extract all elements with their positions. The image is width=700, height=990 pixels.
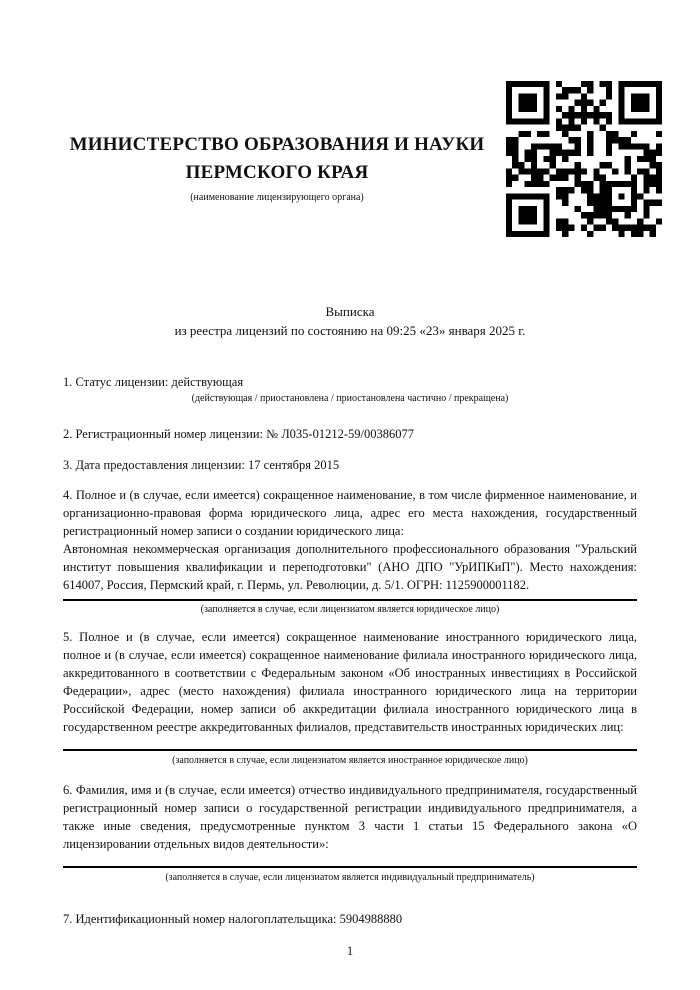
document-body xyxy=(63,302,637,960)
item-registration-number: 2. Регистрационный номер лицензии: № Л035-01212-59/00386077 xyxy=(63,427,414,441)
fill-in-rule-empty xyxy=(63,853,637,868)
foreign-entity-question: 5. Полное и (в случае, если имеется) сокращенное наименование иностранного юридического лица, полное и (в случае, если имеется) сокращенное наименование филиала иностранного юридического лица, аккредитованного в соответствии с Федеральным законом «Об иностранных инвестициях в Российской Федерации», адрес (место нахождения) филиала иностранного юридического лица на территории Российской Федерации, номер записи об аккредитации филиала иностранного юридического лица в государственном реестре аккредитованных филиалов, представительств иностранных юридических лиц: xyxy=(63,630,637,734)
fill-in-rule xyxy=(63,599,637,601)
item-taxpayer-id: 7. Идентификационный номер налогоплательщика: 5904988880 xyxy=(63,912,403,926)
document-title xyxy=(63,302,637,340)
license-status-text: 1. Статус лицензии: действующая xyxy=(63,375,244,389)
authority-name-line1: МИНИСТЕРСТВО ОБРАЗОВАНИЯ И НАУКИ xyxy=(69,134,485,155)
page-number: 1 xyxy=(346,944,354,958)
individual-entrepreneur-question: 6. Фамилия, имя и (в случае, если имеется) отчество индивидуального предпринимателя, государственный регистрационный номер записи о государственной регистрации индивидуального предпринимателя, а также иные сведения, предусмотренные пунктом 3 части 1 статьи 15 Федерального закона «О лицензировании отдельных видов деятельности»: xyxy=(63,783,637,851)
fill-in-rule-empty xyxy=(63,736,637,751)
document-title-line1: Выписка xyxy=(325,304,375,319)
license-status-caption: (действующая / приостановлена / приостановлена частично / прекращена) xyxy=(191,393,509,404)
item-license-status xyxy=(63,373,637,405)
authority-caption: (наименование лицензирующего органа) xyxy=(190,192,364,203)
qr-code-icon xyxy=(506,81,662,237)
legal-entity-answer: Автономная некоммерческая организация дополнительного профессионального образования "Уральский институт повышения квалификации и переподготовки" (АНО ДПО "УрИПКиП"). Место нахождения: 614007, Россия, Пермский край, г. Пермь, ул. Революции, д. 5/1. ОГРН: 1125900001182. xyxy=(63,542,637,592)
individual-entrepreneur-caption: (заполняется в случае, если лицензиатом является индивидуальный предприниматель) xyxy=(165,872,535,883)
document-title-line2: из реестра лицензий по состоянию на 09:25 «23» января 2025 г. xyxy=(174,323,526,338)
legal-entity-question: 4. Полное и (в случае, если имеется) сокращенное наименование, в том числе фирменное наименование, и организационно-правовая форма юридического лица, адрес его места нахождения, государственный регистрационный номер записи о создании юридического лица: xyxy=(63,488,637,538)
foreign-entity-caption: (заполняется в случае, если лицензиатом является иностранное юридическое лицо) xyxy=(172,755,528,766)
licensing-authority-block xyxy=(63,131,491,204)
legal-entity-caption: (заполняется в случае, если лицензиатом является юридическое лицо) xyxy=(200,604,500,615)
authority-name-line2: ПЕРМСКОГО КРАЯ xyxy=(185,162,369,183)
item-license-grant-date: 3. Дата предоставления лицензии: 17 сентября 2015 xyxy=(63,458,340,472)
item-legal-entity-info xyxy=(63,486,637,616)
item-foreign-entity-info xyxy=(63,628,637,767)
item-individual-entrepreneur-info xyxy=(63,781,637,884)
